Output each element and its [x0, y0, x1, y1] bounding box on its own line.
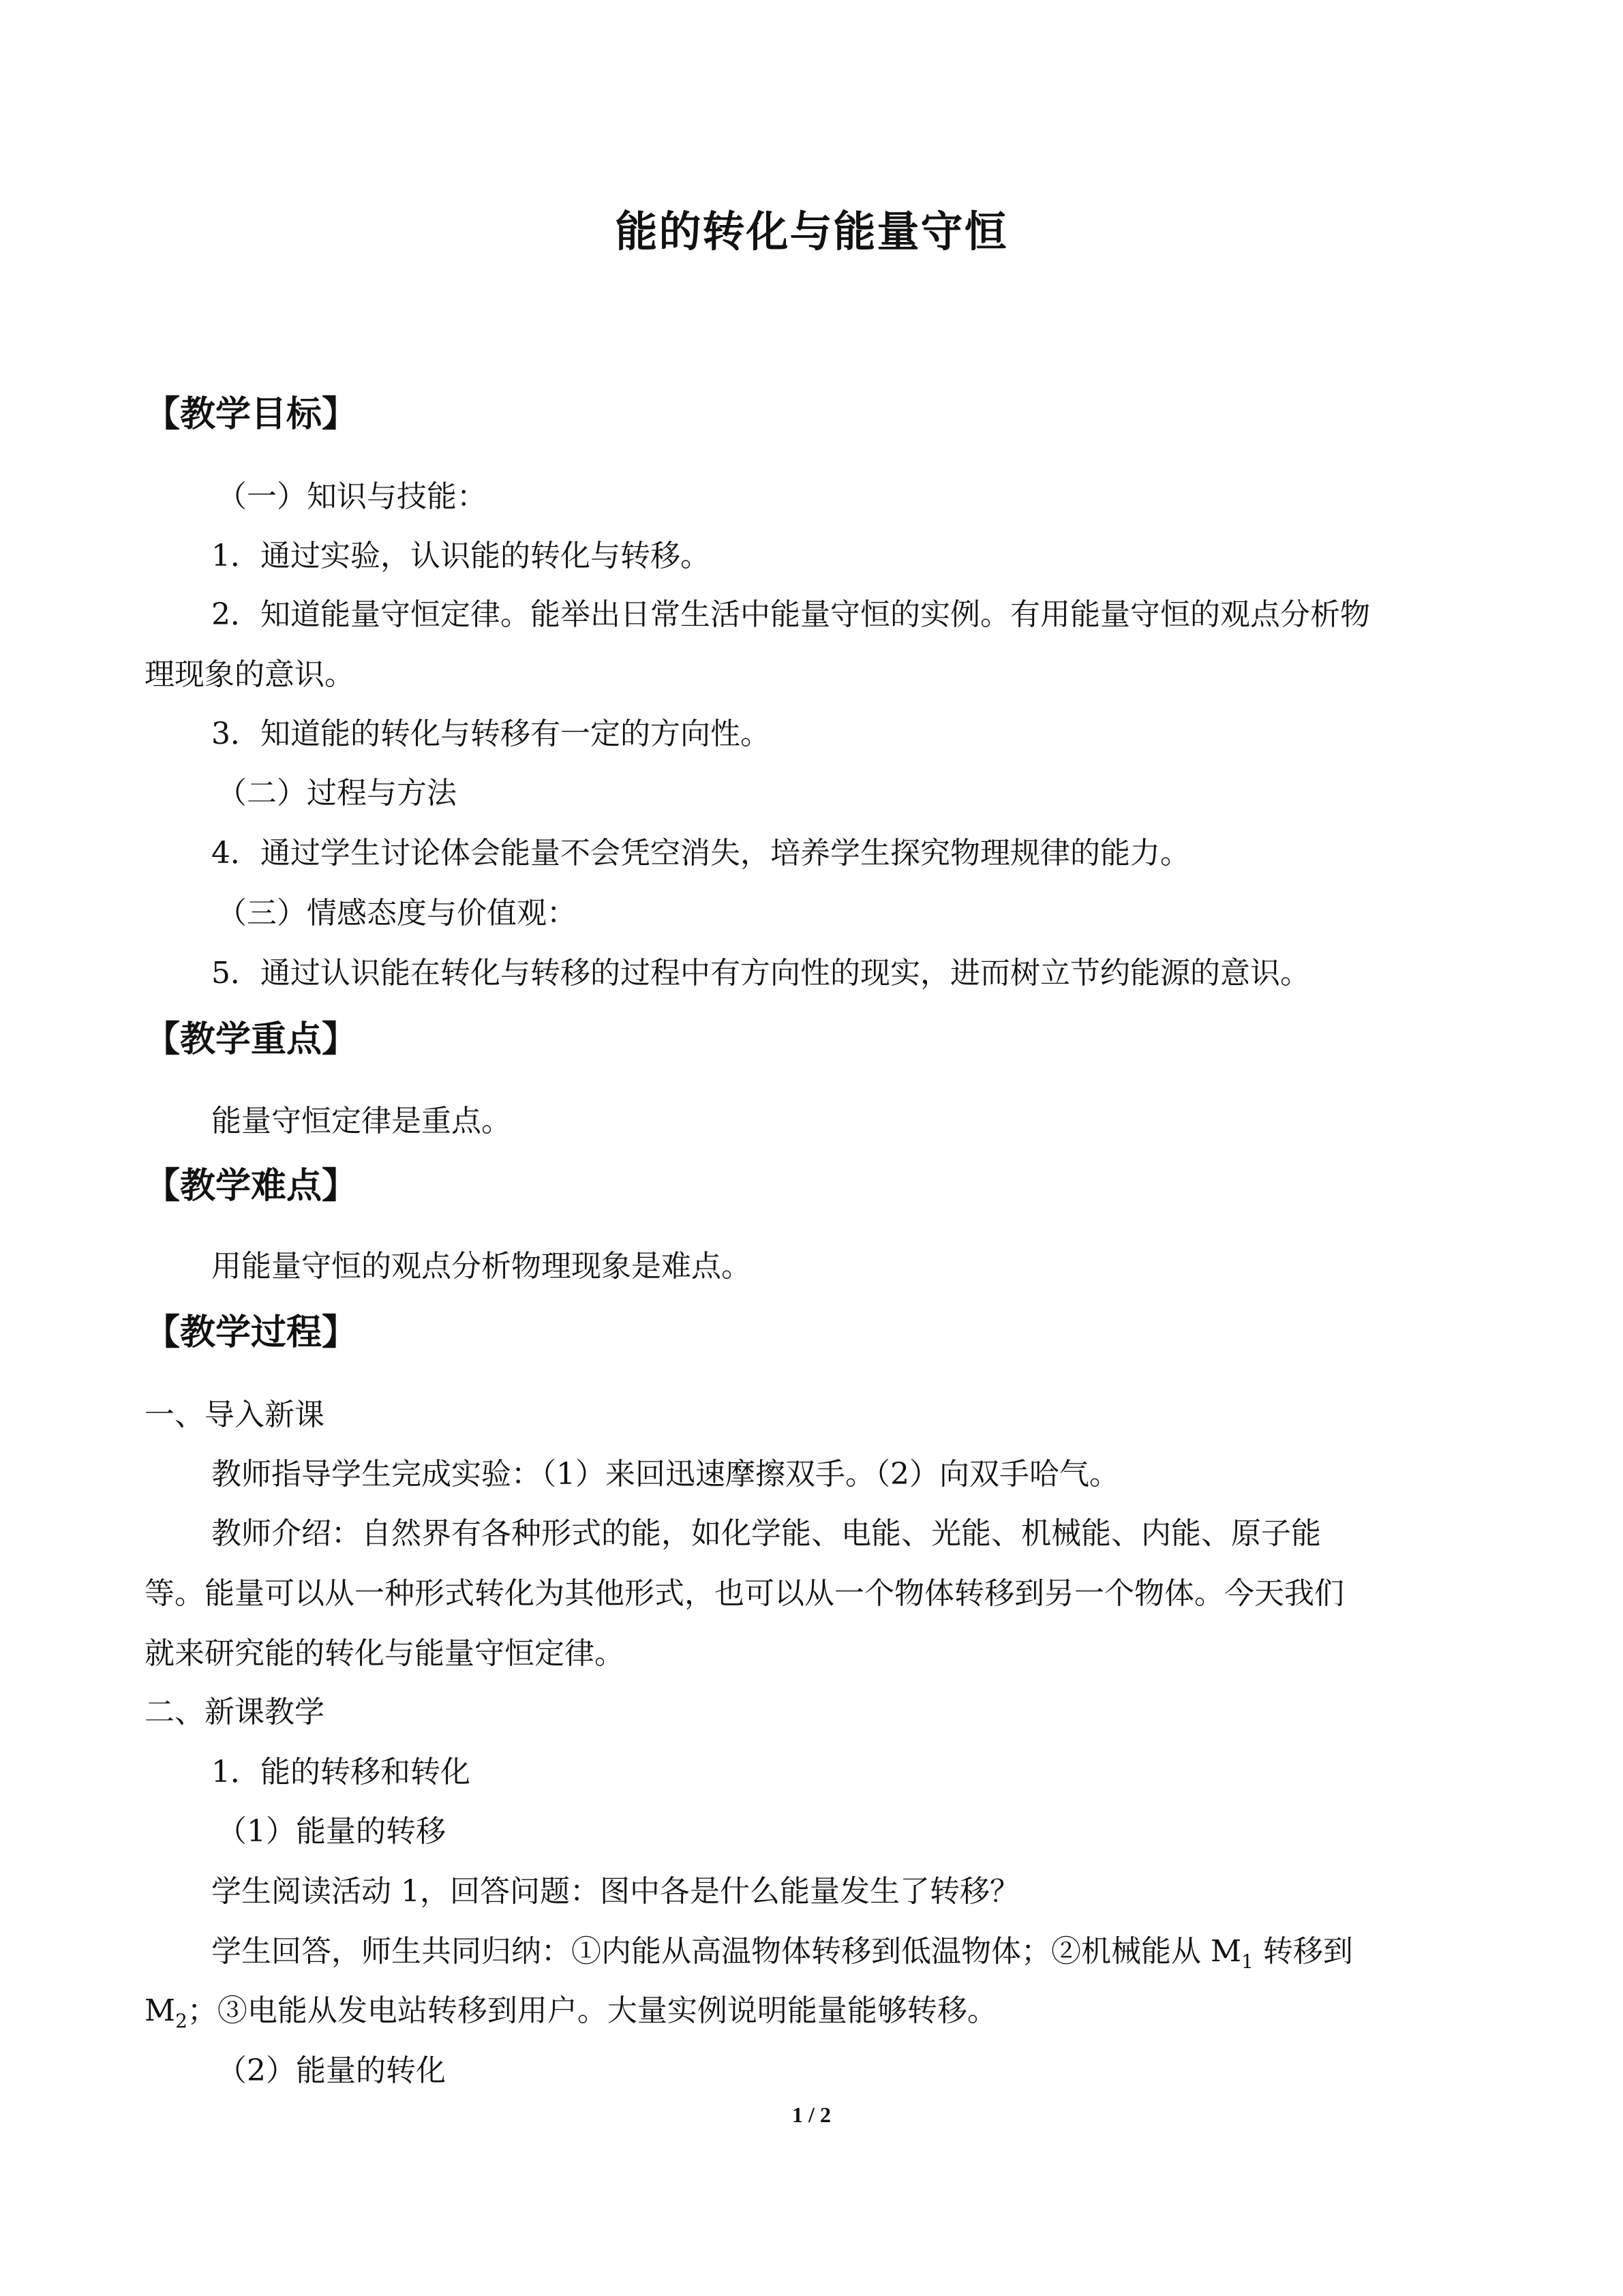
subsection-energy-transfer-conversion: 1．能的转移和转化	[211, 1755, 470, 1789]
process-part-1: 一、导入新课	[145, 1398, 324, 1432]
goal-item-2-cont: 理现象的意识。	[145, 657, 354, 692]
section-heading-goals: 【教学目标】	[145, 394, 358, 435]
page-number: 1 / 2	[792, 2102, 831, 2127]
section-heading-key: 【教学重点】	[145, 1019, 358, 1060]
process-paragraph-3: 学生阅读活动 1，回答问题：图中各是什么能量发生了转移？	[211, 1874, 1020, 1909]
page-title: 能的转化与能量守恒	[615, 207, 1008, 256]
subsection-process-method: （二）过程与方法	[217, 776, 457, 811]
goal-item-3: 3．知道能的转化与转移有一定的方向性。	[211, 716, 770, 751]
key-point-text: 能量守恒定律是重点。	[211, 1104, 511, 1138]
goal-item-5: 5．通过认识能在转化与转移的过程中有方向性的现实，进而树立节约能源的意识。	[211, 956, 1310, 991]
process-paragraph-2: 教师介绍：自然界有各种形式的能，如化学能、电能、光能、机械能、内能、原子能	[211, 1516, 1321, 1551]
subsection-energy-transfer: （1）能量的转移	[217, 1814, 446, 1849]
process-paragraph-4-cont: $M_2$；③电能从发电站转移到用户。大量实例说明能量能够转移。	[145, 1993, 997, 2032]
goal-item-4: 4．通过学生讨论体会能量不会凭空消失，培养学生探究物理规律的能力。	[211, 836, 1190, 871]
process-paragraph-2-end: 就来研究能的转化与能量守恒定律。	[145, 1636, 624, 1671]
goal-item-1: 1．通过实验，认识能的转化与转移。	[211, 539, 710, 573]
goal-item-2: 2．知道能量守恒定律。能举出日常生活中能量守恒的实例。有用能量守恒的观点分析物	[211, 597, 1370, 632]
section-heading-difficulty: 【教学难点】	[145, 1166, 358, 1207]
process-paragraph-4: 学生回答，师生共同归纳：①内能从高温物体转移到低温物体；②机械能从 $M_1$ 转移到	[211, 1934, 1353, 1973]
subsection-knowledge: （一）知识与技能：	[217, 479, 487, 514]
difficulty-text: 用能量守恒的观点分析物理现象是难点。	[211, 1249, 751, 1284]
process-part-2: 二、新课教学	[145, 1695, 324, 1729]
process-paragraph-2-cont: 等。能量可以从一种形式转化为其他形式，也可以从一个物体转移到另一个物体。今天我们	[145, 1576, 1344, 1611]
subsection-energy-conversion: （2）能量的转化	[217, 2053, 446, 2088]
subsection-attitude: （三）情感态度与价值观：	[217, 896, 577, 931]
section-heading-process: 【教学过程】	[145, 1312, 358, 1353]
process-paragraph-1: 教师指导学生完成实验：（1）来回迅速摩擦双手。（2）向双手哈气。	[211, 1457, 1119, 1492]
